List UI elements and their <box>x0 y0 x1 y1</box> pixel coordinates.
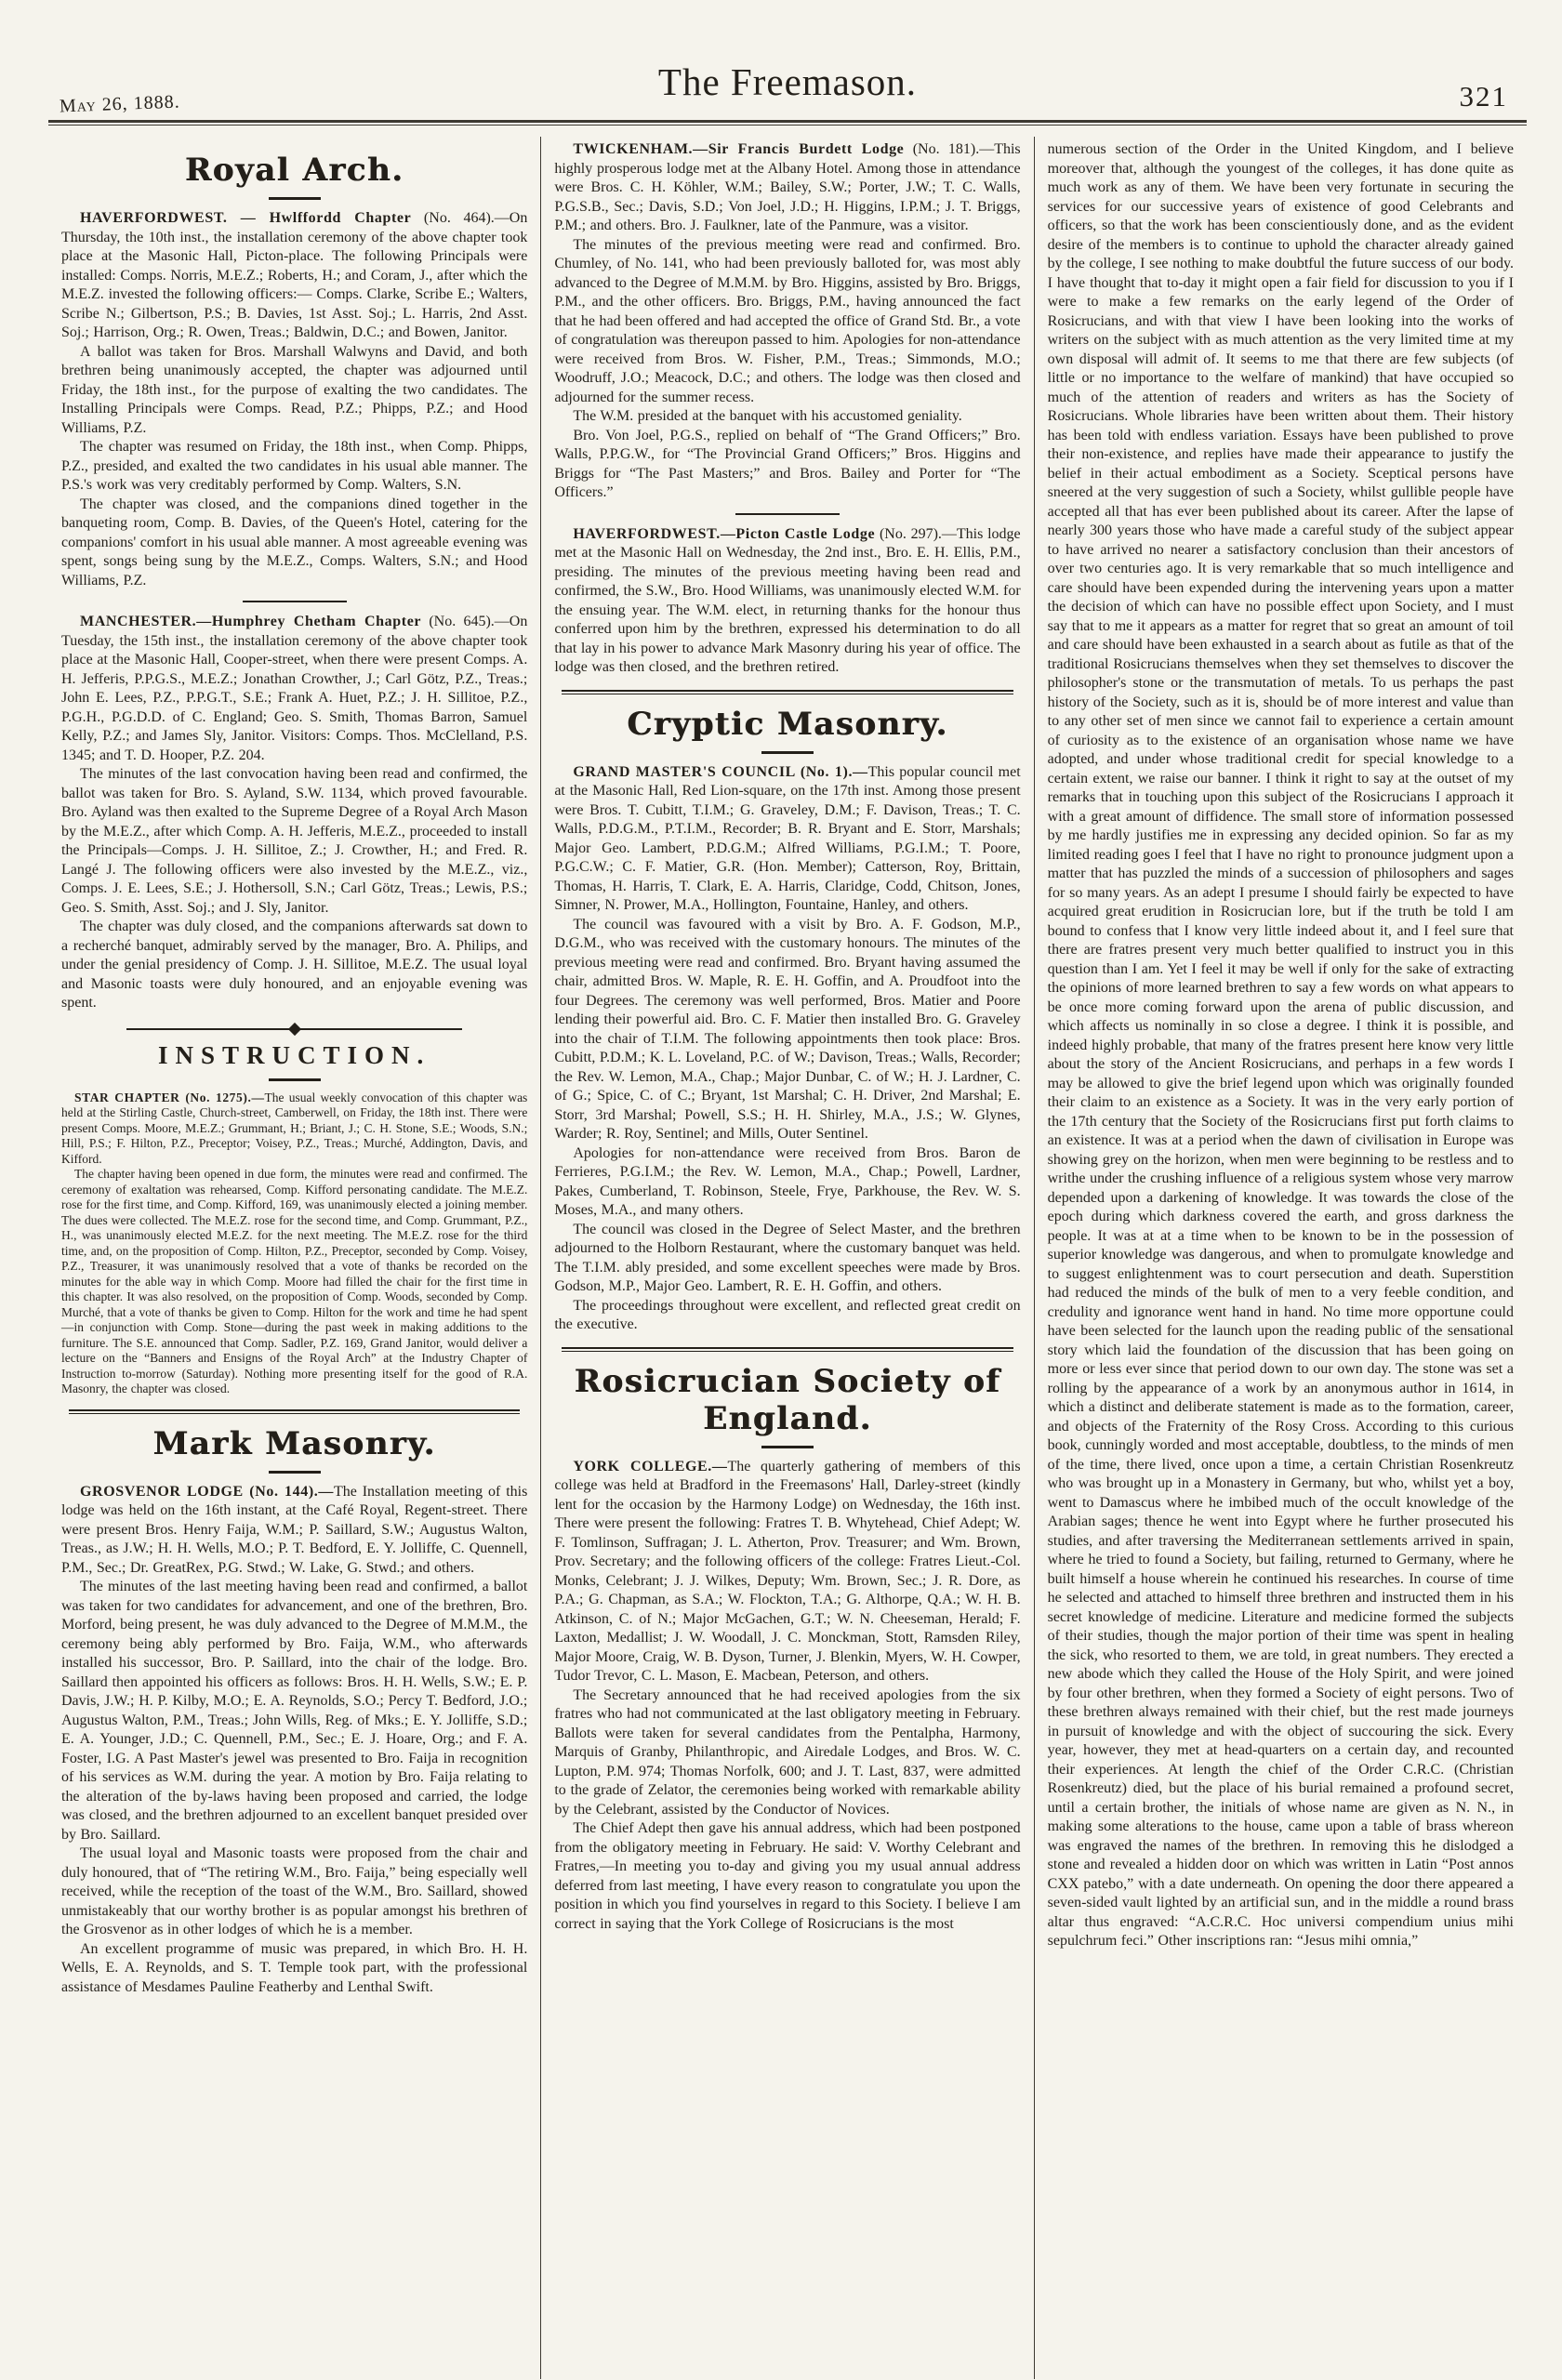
paragraph: The chapter was closed, and the companions dined together in the banqueting room, Comp. B. Davies, of the Queen's Hotel, catering for the companions' comfort in his usual able manner. A most agreeable evening was spent, songs being sung by the M.E.Z., Comps. Walters, S.N.; and Hood Williams, P.Z. <box>61 496 528 588</box>
paragraph: The minutes of the last meeting having been read and confirmed, a ballot was taken for two candidates for advancement, and one of the brethren, Bro. Morford, being present, he was duly advanced to the Degree of M.M.M., the ceremony being ably performed by Bro. Faija, W.M., who afterwards installed his successor, Bro. P. Saillard, into the chair of the lodge. Bro. Saillard then appointed his officers as follows: Bros. H. H. Wells, S.W.; E. P. Davis, J.W.; H. P. Kilby, M.O.; E. A. Reynolds, S.O.; Percy T. Bedford, J.O.; Augustus Walton, P.M., Treas.; John Wills, Reg. of Mks.; E. Y. Jolliffe, S.D.; E. A. Younger, J.D.; C. Quennell, P.M., Sec.; E. J. Hoare, Org.; and F. A. Foster, I.G. A Past Master's jewel was presented to Bro. Faija in recognition of his services as W.M. during the year. A motion by Bro. Faija relating to the alteration of the by-laws having been proposed and carried, the lodge was closed, and the brethren adjourned to an excellent banquet presided over by Bro. Saillard. <box>61 1579 528 1843</box>
paragraph: Apologies for non-attendance were received from Bros. Baron de Ferrieres, P.G.I.M.; the Rev. W. Lemon, M.A., Chap.; Powell, Lardner, Pakes, Cumberland, T. Robinson, Steele, Frye, Parkhouse, the Rev. W. S. Moses, M.A., and many others. <box>554 1144 1021 1218</box>
paragraph: The chapter having been opened in due form, the minutes were read and confirmed. The ceremony of exaltation was rehearsed, Comp. Kifford personating candidate. The M.E.Z. rose for the first time, and Comp. Kifford, 169, was unanimously elected a joining member. The dues were collected. The M.E.Z. rose for the second time, and Comp. Grummant, P.Z., H., was unanimously elected M.E.Z. for the next meeting. The M.E.Z. rose for the third time, and, on the proposition of Comp. Hilton, P.Z., Preceptor, seconded by Comp. Voisey, P.Z., Treasurer, it was unanimously resolved that a vote of thanks be recorded on the minutes for the able way in which Comp. Moore had filled the chair for the first time in this chapter. It was also resolved, on the proposition of Comp. Woods, seconded by Comp. Murché, that a vote of thanks be given to Comp. Hilton for the work and time he had spent—in conjunction with Comp. Stone—during the past week in making additions to the furniture. The S.E. announced that Comp. Sadler, P.Z. 169, Grand Janitor, would deliver a lecture on the “Banners and Ensigns of the Royal Arch” at the Industry Chapter of Instruction to-morrow (Saturday). Nothing more presenting itself for the good of R.A. Masonry, the chapter was closed. <box>61 1167 528 1395</box>
section-rule <box>69 1409 520 1414</box>
paragraph: The council was favoured with a visit by Bro. A. F. Godson, M.P., D.G.M., who was received with the customary honours. The minutes of the previous meeting were read and confirmed. Bro. Bryant having assumed the chair, admitted Bros. W. Maple, R. E. H. Goffin, and A. Proudfoot into the four Degrees. The ceremony was well performed, Bros. Matier and Poore lending their powerful aid. Bro. C. F. Matier then installed Bro. G. Graveley into the chair of T.I.M. The following appointments then took place: Bros. Cubitt, P.D.M.; K. L. Loveland, P.C. of W.; Davison, Treas.; Walls, Recorder; the Rev. W. Lemon, M.A., Chap.; Major Dunbar, C. of W.; H. J. Lardner, C. of G.; Spice, C. of C.; Bryant, 1st Marshal; C. H. Driver, 2nd Marshal; E. Storr, 3rd Marshal; Powell, S.S.; H. H. Shirley, M.A., J.S.; W. Glynes, Warder; R. Roy, Sentinel; and Mills, Outer Sentinel. <box>554 916 1021 1142</box>
article <box>61 1483 527 1998</box>
paragraph: The council was closed in the Degree of Select Master, and the brethren adjourned to the Holborn Restaurant, where the customary banquet was held. The T.I.M. ably presided, and some excellent speeches were made by Bros. Godson, M.P., Major Geo. Lambert, R. E. H. Goffin, and others. <box>554 1221 1021 1294</box>
section-heading <box>61 152 527 200</box>
paragraph: The chapter was duly closed, and the companions afterwards sat down to a recherché banquet, admirably served by the manager, Bro. A. Philips, and under the genial presidency of Comp. J. H. Sillitoe, M.E.Z. The usual loyal and Masonic toasts were duly honoured, and an enjoyable evening was spent. <box>61 919 528 1011</box>
section-rule <box>562 690 1013 694</box>
article-title: HAVERFORDWEST. — Hwlffordd Chapter <box>80 210 412 226</box>
paragraph: TWICKENHAM.—Sir Francis Burdett Lodge (No. 181).—This highly prosperous lodge met at the Albany Hotel. Among those in attendance were Bros. C. H. Köhler, W.M.; Bailey, S.W.; Porter, J.W.; T. C. Walls, P.G.S.B., Sec.; Davis, S.D.; Von Joel, J.D.; H. Higgins, I.P.M.; J. T. Briggs, P.M.; and others. Bro. J. Faulkner, late of the Panmure, was a visitor. <box>554 141 1021 233</box>
section-heading-text: Rosicrucian Society of England. <box>574 1362 1001 1437</box>
page-title: The Freemason. <box>657 60 918 103</box>
newspaper-column-2 <box>540 137 1033 2379</box>
paragraph: numerous section of the Order in the United Kingdom, and I believe moreover that, although the youngest of the colleges, it has done quite as much work as any of them. We have been very fortunate in securing the services for our successive years of existence of good Celebrants and officers, so that the work has been conscientiously done, and as the evident desire of the members is to continue to uphold the character already gained by the college, I see nothing to make doubtful the future success of our body. I have thought that to-day it might open a fair field for discussion to you if I were to make a few remarks on the early legend of the Order of Rosicrucians, and with that view I have been looking into the works of writers on the subject with as much attention as the very limited time at my own disposal will admit of. It seems to me that there are few subjects (of little or no importance to the welfare of mankind) that have occupied so much of the attention of readers and writers as has the Society of Rosicrucians. Whole libraries have been written about them. Their history has been told with endless variation. Essays have been published to prove their non-existence, and replies have made their appearance to justify the belief in their actual embodiment as a Society. Sceptical persons have sneered at the very suggestion of such a Society, whilst gullible people have accepted all that has ever been published about its career. After the lapse of nearly 300 years those who have made a careful study of the subject appear to have arrived no nearer a satisfactory conclusion than their ancestors of over two centuries ago. It is very remarkable that so much intelligence and care should have been expended during the intervening years upon a matter the decision of which can have no possible effect upon Society, and I must say that to me it appears as a matter for regret that so great an amount of toil and care should have been exhausted in a search about as futile as that of the traditional Rosicrucians themselves when they set themselves to discover the philosopher's stone or the transmutation of metals. To us perhaps the past history of the Society, such as it is, should be of more interest and value than to any other set of men since we cannot fail to experience a certain amount of curiosity as to the existence of an organisation whose name we have adopted, and under whose traditional credit for special knowledge to a certain extent, we raise our banner. I think it right to say at the outset of my remarks that in touching upon this subject of the Rosicrucians I approach it with a great amount of diffidence. The small store of information possessed by me hardly justifies me in expressing any decided opinion. So far as my limited reading goes I feel that I have no right to pronounce judgment upon a matter that has puzzled the minds of a succession of philosophers and sages for so many years. As an adept I presume I should fairly be expected to have acquired great erudition in Rosicrucian lore, but if the truth be told I am bound to confess that I know very little indeed about it, and I feel sure that there are fratres present very much better qualified to instruct you in this question than I am. Yet I feel it may be well if only for the sake of extracting the opinions of more learned brethren to say a few words on what appears to be once more coming forward upon the arena of public discussion, and which affects us nominally in so close a degree. I think it is possible, and indeed highly probable, that many of the fratres present here know very little about the story of the Ancient Rosicrucians, and perhaps in a few words I may be allowed to give the brief legend upon which was originally founded their claim to an existence as a Society. It was in the very early portion of the 17th century that the Society of the Rosicrucians first put forth claims to an existence. It was at a period when the dawn of civilisation in Europe was showing grey on the horizon, when men were beginning to be restless and to writhe under the crushing influence of a religious system whose very marrow depended upon a darkening of knowledge. It was towards the close of the epoch during which darkness covered the earth, and gross darkness the people. It was at at a time when to be known to be in the possession of superior knowledge was dangerous, and when to promulgate knowledge and to suggest enlightenment was to court persecution and death. Superstition had reduced the minds of the bulk of men to a very feeble condition, and credulity and ignorance went hand in hand. No time more opportune could have been selected for the launch upon the reading public of the sensational story which laid the foundation of the discussion that has been going on more or less ever since that period down to our own day. The stone was set a rolling by the appearance of a work by an anonymous author in 1614, in which a distinct and deliberate statement is made as to the formation, career, and objects of the Fraternity of the Rosy Cross. According to this curious book, cunningly worded and most acceptable, doubtless, to the minds of men of the time, there lived, once upon a time, a certain Christian Rosenkreutz who was brought up in a Monastery in Germany, but who, whilst yet a boy, went to Damascus where he imbibed much of the occult knowledge of the Arabian sages; thence he went into Egypt where he further prosecuted his studies, and after traversing the Mediterranean settlements arrived in spain, where he tried to found a Society, but failing, returned to Germany, where he built himself a house wherein he continued his researches. In course of time he selected and attached to himself three brethren and instructed them in his secret knowledge of medicine. Literature and medicine formed the subjects of their studies, though the major portion of their time was spent in healing the sick, who resorted to them, we are told, in great numbers. They erected a new abode which they called the House of the Holy Spirit, and were joined by four other brethren, when they formed a Society of eight persons. Two of these brethren always remained with their chief, but the rest made journeys in pursuit of knowledge and with the object of succouring the sick. Every year, however, they met at head-quarters on a certain day, and recounted their experiences. At length the chief of the Order C.R.C. (Christian Rosenkreutz) died, but the place of his burial remained a profound secret, until a certain brother, the initials of whose name are given as N. N., in making some alterations to the house, came upon a table of brass whereon was engraved the names of the brethren. In removing this he dislodged a stone and revealed a hidden door on which was written in Latin “Post annos CXX patebo,” with a date underneath. On opening the door there appeared a seven-sided vault lighted by an artificial sun, and in the middle a round brass altar thus engraved: “A.C.R.C. Hoc universi compendium unius mihi sepulchrum feci.” Other inscriptions ran: “Jesus mihi omnia,” <box>1047 141 1514 1949</box>
article <box>61 1091 527 1397</box>
paragraph: HAVERFORDWEST.—Picton Castle Lodge (No. 297).—This lodge met at the Masonic Hall on Wednesday, the 2nd inst., Bro. E. H. Ellis, P.M., presiding. The minutes of the previous meeting having been read and confirmed, the S.W., Bro. Hood Williams, was unanimously elected W.M. for the ensuing year. The W.M. elect, in returning thanks for the honour thus conferred upon him by the brethren, expressed his determination to do all that lay in his power to advance Mark Masonry during his year of office. The lodge was then closed, and the brethren retired. <box>554 525 1021 675</box>
section-heading-text: Cryptic Masonry. <box>627 705 948 743</box>
paragraph: GRAND MASTER'S COUNCIL (No. 1).—This popular council met at the Masonic Hall, Red Lion-square, on the 17th inst. Among those present were Bros. T. Cubitt, T.I.M.; G. Graveley, D.M.; F. Davison, Treas.; T. C. Walls, P.D.G.M., P.T.I.M., Recorder; B. R. Bryant and E. Storr, Marshals; Major Geo. Lambert, P.D.G.M.; Alfred Williams, P.G.I.M.; T. Poore, P.G.C.W.; C. F. Matier, G.R. (Hon. Member); Catterson, Roy, Brittain, Thomas, H. Harris, T. Clark, E. A. Harris, Claridge, Codd, Chitson, Jones, Simner, N. Prower, M.A., Hollington, Fountaine, Hanley, and others. <box>554 763 1021 913</box>
paragraph: The Secretary announced that he had received apologies from the six fratres who had not communicated at the last obligatory meeting in February. Ballots were taken for several candidates from the Pentalpha, Harmony, Marquis of Granby, Philanthropic, and Airedale Lodges, and Bros. W. C. Lupton, P.M. 974; Thomas Norfolk, 600; and J. T. Last, 837, were admitted to the grade of Zelator, the ceremonies being worked with remarkable ability by the Celebrant, assisted by the Conductor of Novices. <box>554 1686 1021 1818</box>
article-title: GROSVENOR LODGE (No. 144).— <box>80 1483 334 1500</box>
paragraph: HAVERFORDWEST. — Hwlffordd Chapter (No. 464).—On Thursday, the 10th inst., the installation ceremony of the above chapter took place at the Masonic Hall, Picton-place. The following Principals were installed: Comps. Norris, M.E.Z.; Roberts, H.; and Coram, J., after which the M.E.Z. invested the following officers:— Comps. Clarke, Scribe E.; Walters, Scribe N.; Gilbertson, P.S.; B. Davies, 1st Asst. Soj.; L. Harris, 2nd Asst. Soj.; Harrison, Org.; R. Owen, Treas.; Baldwin, D.C.; and Bowen, Janitor. <box>61 210 528 340</box>
paragraph: The Chief Adept then gave his annual address, which had been postponed from the obligatory meeting in February. He said: V. Worthy Celebrant and Fratres,—In meeting you to-day and giving you my usual annual address deferred from last meeting, I have every reason to congratulate you upon the position in which you find yourselves in regard to this Society. I believe I am correct in saying that the York College of Rosicrucians is the most <box>554 1820 1021 1932</box>
article-divider <box>735 513 840 515</box>
article <box>61 613 527 1013</box>
page-number: 321 <box>1459 80 1508 112</box>
paragraph: STAR CHAPTER (No. 1275).—The usual weekly convocation of this chapter was held at the Stirling Castle, Church-street, Camberwell, on Friday, the 18th inst. There were present Comps. Moore, M.E.Z.; Grummant, H.; Briant, J.; C. H. Stone, S.E.; Woods, S.N.; Hill, P.S.; F. Hilton, P.Z., Preceptor; Voisey, P.Z., Treas.; Murché, Addington, Davis, and Kifford. <box>61 1090 528 1166</box>
paragraph: Bro. Von Joel, P.G.S., replied on behalf of “The Grand Officers;” Bro. Walls, P.P.G.W., for “The Provincial Grand Officers;” Bros. Higgins and Briggs for “The Past Masters;” and Bros. Bailey and Porter for “The Officers.” <box>554 427 1021 500</box>
diamond-icon <box>288 1022 301 1035</box>
article-title: YORK COLLEGE.— <box>573 1458 728 1474</box>
paragraph: An excellent programme of music was prepared, in which Bro. H. H. Wells, E. A. Reynolds, and S. T. Temple took part, with the professional assistance of Mesdames Pauline Featherby and Lenthal Swift. <box>61 1940 528 1995</box>
heading-underline <box>761 1446 814 1448</box>
section-rule <box>562 1347 1013 1352</box>
newspaper-column-1 <box>48 137 540 2379</box>
section-heading-text: Mark Masonry. <box>152 1424 436 1462</box>
article <box>61 209 527 590</box>
ornament-divider <box>126 1028 462 1030</box>
heading-underline <box>269 1471 321 1474</box>
paragraph: The minutes of the last convocation having been read and confirmed, the ballot was taken for Bro. S. Ayland, S.W. 1134, which proved favourable. Bro. Ayland was then exalted to the Supreme Degree of a Royal Arch Mason by the M.E.Z., after which Comp. A. H. Jefferis, M.E.Z., proceeded to install the Principals—Comps. J. H. Sillitoe, Z.; J. Crowther, H.; and Fred. R. Langé J. The following officers were also invested by the M.E.Z., viz., Comps. J. E. Lees, S.E.; J. Hothersoll, S.N.; Carl Götz, Treas.; Lewis, P.S.; Geo. S. Smith, Asst. Soj.; and J. Sly, Janitor. <box>61 766 528 916</box>
article <box>554 763 1020 1335</box>
section-heading <box>61 1425 527 1474</box>
paragraph: MANCHESTER.—Humphrey Chetham Chapter (No. 645).—On Tuesday, the 15th inst., the installation ceremony of the above chapter took place at the Masonic Hall, Cooper-street, when there were present Comps. A. H. Jefferis, P.P.G.S., M.E.Z.; Jonathan Crowther, J.; Carl Götz, P.Z., Treas.; John E. Lees, P.Z., P.P.G.T., S.E.; Frank A. Huet, P.Z.; J. H. Sillitoe, P.Z., P.G.H., P.G.D.D. of C. England; Geo. S. Smith, Thomas Barron, Samuel Kelly, P.Z.; and James Sly, Janitor. Visitors: Comps. Thos. McClelland, P.S. 1345; and T. D. Hooper, P.Z. 204. <box>61 614 528 763</box>
section-heading-text: INSTRUCTION. <box>158 1040 431 1069</box>
paragraph: The chapter was resumed on Friday, the 18th inst., when Comp. Phipps, P.Z., presided, and exalted the two candidates in his usual able manner. The P.S.'s work was very creditably performed by Comp. Walters, S.N. <box>61 439 528 493</box>
article-title: GRAND MASTER'S COUNCIL (No. 1).— <box>573 763 868 780</box>
masthead-rule <box>48 120 1527 126</box>
paragraph: The W.M. presided at the banquet with his accustomed geniality. <box>573 408 962 424</box>
article <box>554 1458 1020 1935</box>
section-heading <box>61 1041 527 1081</box>
article-title: MANCHESTER.—Humphrey Chetham Chapter <box>80 614 422 629</box>
issue-date: May 26, 1888. <box>59 91 181 117</box>
paragraph: The proceedings throughout were excellent, and reflected great credit on the executive. <box>554 1297 1021 1332</box>
heading-underline <box>761 751 814 754</box>
article <box>554 140 1020 503</box>
article-title: HAVERFORDWEST.—Picton Castle Lodge <box>573 525 876 542</box>
paragraph: A ballot was taken for Bros. Marshall Walwyns and David, and both brethren being unanimously accepted, the chapter was adjourned until Friday, the 18th inst., for the purpose of exalting the two candidates. The Installing Principals were Comps. Read, P.Z.; Phipps, P.Z.; and Hood Williams, P.Z. <box>61 343 528 436</box>
article <box>1048 140 1514 1951</box>
paragraph: YORK COLLEGE.—The quarterly gathering of members of this college was held at Bradford in the Freemasons' Hall, Darley-street (kindly lent for the occasion by the Harmony Lodge) on Wednesday, the 16th inst. There were present the following: Fratres T. B. Whytehead, Chief Adept; W. F. Tomlinson, Suffragan; J. L. Atherton, Prov. Treasurer; and Wm. Brown, Prov. Secretary; and the following officers of the college: Fratres Lieut.-Col. Monks, Celebrant; J. J. Wilkes, Deputy; Wm. Brown, Sec.; J. R. Dore, as P.A.; G. Chapman, as S.A.; W. Flockton, T.A.; G. Althorpe, Q.A.; W. H. B. Atkinson, C. of N.; Major McGachen, G.T.; W. N. Cheeseman, Herald; F. Laxton, Medallist; J. W. Woodall, J. C. Monckman, Stott, Ramsden Riley, Major Moore, Craig, W. B. Dyson, Turner, J. Blenkin, Myers, W. H. Cowper, Tudor Trevor, C. L. Mason, E. Macbean, Peterson, and others. <box>554 1458 1021 1684</box>
column-container <box>48 137 1527 2379</box>
newspaper-column-3 <box>1034 137 1527 2379</box>
article <box>554 525 1020 678</box>
article-divider <box>243 601 347 602</box>
article-title: STAR CHAPTER (No. 1275).— <box>74 1090 265 1104</box>
article-title: TWICKENHAM.—Sir Francis Burdett Lodge <box>573 141 905 157</box>
heading-underline <box>269 1078 321 1081</box>
section-heading-text: Royal Arch. <box>184 152 404 189</box>
section-heading <box>554 1363 1020 1448</box>
masthead <box>48 60 1527 115</box>
paragraph: GROSVENOR LODGE (No. 144).—The Installation meeting of this lodge was held on the 16th instant, at the Café Royal, Regent-street. There were present Bros. Henry Faija, W.M.; P. Saillard, S.W.; Augustus Walton, Treas., as J.W.; H. H. Wells, M.O.; P. T. Bedford, E. Y. Jolliffe, C. Quennell, P.M., Sec.; Dr. GreatRex, P.G. Stwd.; W. Lake, G. Stwd.; and others. <box>61 1483 528 1576</box>
paragraph: The usual loyal and Masonic toasts were proposed from the chair and duly honoured, that of “The retiring W.M., Bro. Faija,” being especially well received, while the reception of the toast of the W.M., Bro. Saillard, showed unmistakeably that our worthy brother is as popular amongst his brethren of the Grosvenor as in other lodges of which he is a member. <box>61 1845 528 1937</box>
section-heading <box>554 706 1020 754</box>
heading-underline <box>269 197 321 200</box>
paragraph: The minutes of the previous meeting were read and confirmed. Bro. Chumley, of No. 141, who had been previously balloted for, was most ably advanced to the Degree of M.M.M. by Bro. Higgins, assisted by Bro. Briggs, P.M., and the other officers. Bro. Briggs, P.M., having announced the fact that he had been offered and had accepted the office of Grand Std. Br., a vote of congratulation was thereupon passed to him. Apologies for non-attendance were received from Bros. W. Fisher, P.M., Treas.; Simmonds, M.O.; Woodruff, J.O.; Meacock, D.C.; and others. The lodge was then closed and adjourned for the summer recess. <box>554 236 1021 405</box>
